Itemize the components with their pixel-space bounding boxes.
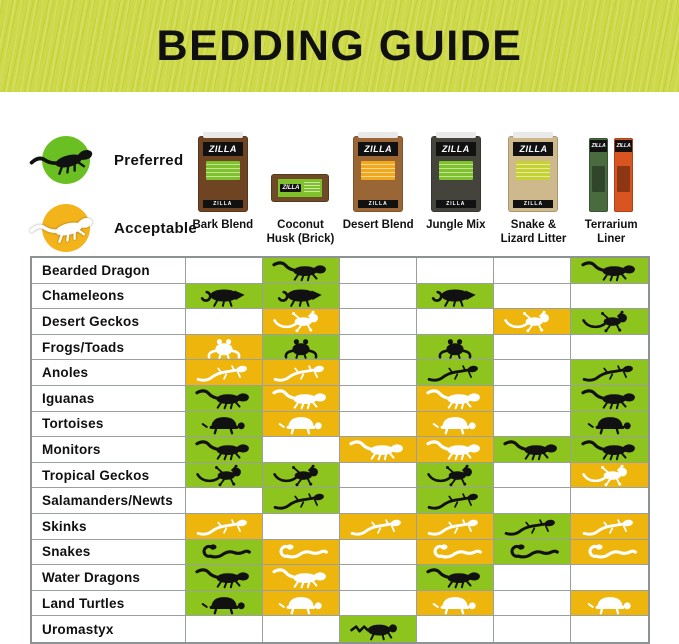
matrix-cell-uromastyx-snake-lizard-litter xyxy=(494,616,571,642)
snake-icon xyxy=(422,540,488,563)
matrix-cell-bearded-dragon-coconut-husk-brick xyxy=(263,258,340,284)
matrix-cell-frogs-toads-snake-lizard-litter xyxy=(494,335,571,361)
matrix-cell-salamanders-newts-snake-lizard-litter xyxy=(494,488,571,514)
product-label: Jungle Mix xyxy=(426,219,486,231)
product-header-strip xyxy=(184,118,650,252)
matrix-cell-snakes-jungle-mix xyxy=(417,540,494,566)
matrix-cell-iguanas-jungle-mix xyxy=(417,386,494,412)
package-label-panel xyxy=(206,161,240,180)
package-label-panel xyxy=(516,161,550,180)
monitor-lizard-icon xyxy=(191,438,257,461)
row-label-anoles: Anoles xyxy=(32,360,186,386)
matrix-cell-skinks-desert-blend xyxy=(340,514,417,540)
turtle-icon xyxy=(191,592,257,615)
brand-logo: ZILLA xyxy=(358,142,398,156)
matrix-cell-land-turtles-terrarium-liner xyxy=(571,591,648,617)
product-label: Coconut Husk (Brick) xyxy=(266,219,335,245)
matrix-cell-snakes-coconut-husk-brick xyxy=(263,540,340,566)
skink-icon xyxy=(345,515,411,538)
product-column-desert-blend xyxy=(339,118,417,252)
matrix-cell-chameleons-coconut-husk-brick xyxy=(263,284,340,310)
brick-package xyxy=(271,174,329,202)
matrix-cell-frogs-toads-bark-blend xyxy=(186,335,263,361)
salamander-icon xyxy=(268,489,334,512)
skink-icon xyxy=(422,515,488,538)
matrix-cell-desert-geckos-terrarium-liner xyxy=(571,309,648,335)
matrix-cell-skinks-jungle-mix xyxy=(417,514,494,540)
liner-window xyxy=(592,166,605,192)
matrix-cell-monitors-desert-blend xyxy=(340,437,417,463)
terrarium-liner-package-image xyxy=(589,118,633,219)
page-title: BEDDING GUIDE xyxy=(156,21,523,70)
legend-label: Acceptable xyxy=(114,219,198,237)
matrix-cell-snakes-terrarium-liner xyxy=(571,540,648,566)
brand-logo-small: ZILLA xyxy=(513,200,553,208)
matrix-cell-iguanas-coconut-husk-brick xyxy=(263,386,340,412)
legend-item-acceptable xyxy=(28,202,197,254)
iguana-icon xyxy=(422,387,488,410)
chameleon-icon xyxy=(268,284,334,307)
frog-icon xyxy=(268,336,334,359)
tortoise-icon xyxy=(191,412,257,435)
row-label-tropical-geckos: Tropical Geckos xyxy=(32,463,186,489)
gecko-icon xyxy=(499,310,565,333)
product-column-bark-blend xyxy=(184,118,262,252)
brand-logo: ZILLA xyxy=(436,142,476,156)
matrix-cell-anoles-desert-blend xyxy=(340,360,417,386)
jungle-mix-package-image xyxy=(431,118,481,219)
matrix-cell-tropical-geckos-jungle-mix xyxy=(417,463,494,489)
row-label-frogs-toads: Frogs/Toads xyxy=(32,335,186,361)
salamander-icon xyxy=(422,489,488,512)
tortoise-icon xyxy=(422,412,488,435)
matrix-cell-skinks-snake-lizard-litter xyxy=(494,514,571,540)
matrix-cell-tropical-geckos-desert-blend xyxy=(340,463,417,489)
product-label: Desert Blend xyxy=(342,219,414,231)
brand-logo: ZILLA xyxy=(615,140,632,152)
matrix-cell-tropical-geckos-coconut-husk-brick xyxy=(263,463,340,489)
row-label-tortoises: Tortoises xyxy=(32,412,186,438)
matrix-cell-bearded-dragon-snake-lizard-litter xyxy=(494,258,571,284)
liner-box xyxy=(614,138,633,212)
brand-logo-small: ZILLA xyxy=(203,200,243,208)
anole-icon xyxy=(191,361,257,384)
turtle-icon xyxy=(577,592,643,615)
bag-package xyxy=(431,136,481,212)
matrix-cell-monitors-bark-blend xyxy=(186,437,263,463)
matrix-cell-anoles-jungle-mix xyxy=(417,360,494,386)
row-label-land-turtles: Land Turtles xyxy=(32,591,186,617)
matrix-cell-bearded-dragon-jungle-mix xyxy=(417,258,494,284)
bearded-dragon-icon xyxy=(577,259,643,282)
matrix-cell-frogs-toads-desert-blend xyxy=(340,335,417,361)
bag-package xyxy=(198,136,248,212)
iguana-icon xyxy=(268,387,334,410)
package-label-panel xyxy=(278,179,322,197)
row-label-desert-geckos: Desert Geckos xyxy=(32,309,186,335)
matrix-cell-iguanas-bark-blend xyxy=(186,386,263,412)
matrix-cell-snakes-desert-blend xyxy=(340,540,417,566)
row-label-chameleons: Chameleons xyxy=(32,284,186,310)
water-dragon-icon xyxy=(422,566,488,589)
matrix-cell-bearded-dragon-desert-blend xyxy=(340,258,417,284)
matrix-cell-tropical-geckos-bark-blend xyxy=(186,463,263,489)
matrix-cell-bearded-dragon-terrarium-liner xyxy=(571,258,648,284)
matrix-cell-monitors-coconut-husk-brick xyxy=(263,437,340,463)
row-label-monitors: Monitors xyxy=(32,437,186,463)
matrix-cell-uromastyx-desert-blend xyxy=(340,616,417,642)
matrix-cell-chameleons-desert-blend xyxy=(340,284,417,310)
frog-icon xyxy=(422,336,488,359)
snake-icon xyxy=(268,540,334,563)
matrix-cell-tortoises-snake-lizard-litter xyxy=(494,412,571,438)
header-banner xyxy=(0,0,679,92)
matrix-cell-water-dragons-coconut-husk-brick xyxy=(263,565,340,591)
iguana-icon xyxy=(577,387,643,410)
matrix-cell-monitors-terrarium-liner xyxy=(571,437,648,463)
brand-logo-small: ZILLA xyxy=(358,200,398,208)
matrix-cell-desert-geckos-desert-blend xyxy=(340,309,417,335)
label-text-lines xyxy=(304,182,320,194)
row-label-skinks: Skinks xyxy=(32,514,186,540)
bedding-matrix-table xyxy=(30,256,650,644)
liner-packages xyxy=(589,138,633,212)
matrix-cell-desert-geckos-bark-blend xyxy=(186,309,263,335)
legend-label: Preferred xyxy=(114,151,184,169)
matrix-cell-uromastyx-bark-blend xyxy=(186,616,263,642)
matrix-cell-frogs-toads-terrarium-liner xyxy=(571,335,648,361)
snake-icon xyxy=(499,540,565,563)
matrix-cell-water-dragons-snake-lizard-litter xyxy=(494,565,571,591)
product-column-jungle-mix xyxy=(417,118,495,252)
row-label-water-dragons: Water Dragons xyxy=(32,565,186,591)
bearded-dragon-icon xyxy=(268,259,334,282)
water-dragon-icon xyxy=(268,566,334,589)
matrix-cell-desert-geckos-snake-lizard-litter xyxy=(494,309,571,335)
matrix-cell-salamanders-newts-coconut-husk-brick xyxy=(263,488,340,514)
matrix-cell-snakes-snake-lizard-litter xyxy=(494,540,571,566)
legend xyxy=(28,134,197,254)
matrix-cell-iguanas-snake-lizard-litter xyxy=(494,386,571,412)
anole-icon xyxy=(268,361,334,384)
matrix-cell-skinks-coconut-husk-brick xyxy=(263,514,340,540)
matrix-cell-water-dragons-bark-blend xyxy=(186,565,263,591)
matrix-cell-monitors-snake-lizard-litter xyxy=(494,437,571,463)
liner-box xyxy=(589,138,608,212)
matrix-cell-desert-geckos-coconut-husk-brick xyxy=(263,309,340,335)
uromastyx-icon xyxy=(345,618,411,641)
preferred-lizard-icon xyxy=(28,134,104,186)
matrix-cell-iguanas-desert-blend xyxy=(340,386,417,412)
product-label: Bark Blend xyxy=(192,219,254,231)
row-label-iguanas: Iguanas xyxy=(32,386,186,412)
gecko-icon xyxy=(577,464,643,487)
matrix-cell-anoles-coconut-husk-brick xyxy=(263,360,340,386)
matrix-cell-tropical-geckos-terrarium-liner xyxy=(571,463,648,489)
anole-icon xyxy=(422,361,488,384)
brand-logo: ZILLA xyxy=(203,142,243,156)
matrix-cell-anoles-terrarium-liner xyxy=(571,360,648,386)
skink-icon xyxy=(191,515,257,538)
desert-blend-package-image xyxy=(353,118,403,219)
monitor-lizard-icon xyxy=(499,438,565,461)
matrix-cell-chameleons-terrarium-liner xyxy=(571,284,648,310)
matrix-cell-frogs-toads-coconut-husk-brick xyxy=(263,335,340,361)
matrix-cell-salamanders-newts-desert-blend xyxy=(340,488,417,514)
matrix-cell-water-dragons-jungle-mix xyxy=(417,565,494,591)
matrix-cell-uromastyx-jungle-mix xyxy=(417,616,494,642)
liner-window xyxy=(617,166,630,192)
chameleon-icon xyxy=(191,284,257,307)
brand-logo: ZILLA xyxy=(590,140,607,152)
chameleon-icon xyxy=(422,284,488,307)
gecko-icon xyxy=(422,464,488,487)
monitor-lizard-icon xyxy=(422,438,488,461)
matrix-cell-water-dragons-desert-blend xyxy=(340,565,417,591)
acceptable-lizard-icon xyxy=(28,202,104,254)
matrix-cell-salamanders-newts-jungle-mix xyxy=(417,488,494,514)
matrix-cell-water-dragons-terrarium-liner xyxy=(571,565,648,591)
brand-logo: ZILLA xyxy=(513,142,553,156)
product-column-coconut-husk-brick xyxy=(262,118,340,252)
matrix-cell-tortoises-terrarium-liner xyxy=(571,412,648,438)
matrix-cell-land-turtles-bark-blend xyxy=(186,591,263,617)
matrix-cell-salamanders-newts-terrarium-liner xyxy=(571,488,648,514)
snake-lizard-litter-package-image xyxy=(508,118,558,219)
skink-icon xyxy=(499,515,565,538)
turtle-icon xyxy=(422,592,488,615)
brand-logo-small: ZILLA xyxy=(436,200,476,208)
product-label: Terrarium Liner xyxy=(584,219,638,245)
matrix-cell-salamanders-newts-bark-blend xyxy=(186,488,263,514)
bark-blend-package-image xyxy=(198,118,248,219)
skink-icon xyxy=(577,515,643,538)
product-column-snake-lizard-litter xyxy=(495,118,573,252)
matrix-cell-chameleons-snake-lizard-litter xyxy=(494,284,571,310)
frog-icon xyxy=(191,336,257,359)
bag-package xyxy=(353,136,403,212)
gecko-icon xyxy=(577,310,643,333)
matrix-cell-uromastyx-coconut-husk-brick xyxy=(263,616,340,642)
monitor-lizard-icon xyxy=(345,438,411,461)
matrix-cell-uromastyx-terrarium-liner xyxy=(571,616,648,642)
anole-icon xyxy=(577,361,643,384)
product-label: Snake & Lizard Litter xyxy=(500,219,567,245)
matrix-cell-tortoises-desert-blend xyxy=(340,412,417,438)
matrix-cell-iguanas-terrarium-liner xyxy=(571,386,648,412)
legend-item-preferred xyxy=(28,134,197,186)
coconut-husk-brick-package-image xyxy=(271,118,329,219)
product-column-terrarium-liner xyxy=(572,118,650,252)
matrix-cell-land-turtles-coconut-husk-brick xyxy=(263,591,340,617)
matrix-cell-tortoises-bark-blend xyxy=(186,412,263,438)
matrix-cell-skinks-terrarium-liner xyxy=(571,514,648,540)
matrix-cell-tortoises-coconut-husk-brick xyxy=(263,412,340,438)
matrix-cell-skinks-bark-blend xyxy=(186,514,263,540)
tortoise-icon xyxy=(577,412,643,435)
gecko-icon xyxy=(191,464,257,487)
matrix-cell-desert-geckos-jungle-mix xyxy=(417,309,494,335)
matrix-cell-snakes-bark-blend xyxy=(186,540,263,566)
package-label-panel xyxy=(439,161,473,180)
snake-icon xyxy=(191,540,257,563)
matrix-cell-tortoises-jungle-mix xyxy=(417,412,494,438)
row-label-uromastyx: Uromastyx xyxy=(32,616,186,642)
turtle-icon xyxy=(268,592,334,615)
matrix-cell-monitors-jungle-mix xyxy=(417,437,494,463)
matrix-cell-anoles-snake-lizard-litter xyxy=(494,360,571,386)
water-dragon-icon xyxy=(191,566,257,589)
matrix-cell-tropical-geckos-snake-lizard-litter xyxy=(494,463,571,489)
matrix-cell-land-turtles-desert-blend xyxy=(340,591,417,617)
matrix-cell-anoles-bark-blend xyxy=(186,360,263,386)
brand-logo: ZILLA xyxy=(282,185,300,191)
snake-icon xyxy=(577,540,643,563)
matrix-cell-chameleons-bark-blend xyxy=(186,284,263,310)
matrix-cell-land-turtles-snake-lizard-litter xyxy=(494,591,571,617)
bag-package xyxy=(508,136,558,212)
matrix-cell-land-turtles-jungle-mix xyxy=(417,591,494,617)
tortoise-icon xyxy=(268,412,334,435)
monitor-lizard-icon xyxy=(577,438,643,461)
gecko-icon xyxy=(268,464,334,487)
matrix-cell-frogs-toads-jungle-mix xyxy=(417,335,494,361)
package-label-panel xyxy=(361,161,395,180)
matrix-cell-chameleons-jungle-mix xyxy=(417,284,494,310)
iguana-icon xyxy=(191,387,257,410)
row-label-snakes: Snakes xyxy=(32,540,186,566)
gecko-icon xyxy=(268,310,334,333)
matrix-cell-bearded-dragon-bark-blend xyxy=(186,258,263,284)
row-label-bearded-dragon: Bearded Dragon xyxy=(32,258,186,284)
row-label-salamanders-newts: Salamanders/Newts xyxy=(32,488,186,514)
